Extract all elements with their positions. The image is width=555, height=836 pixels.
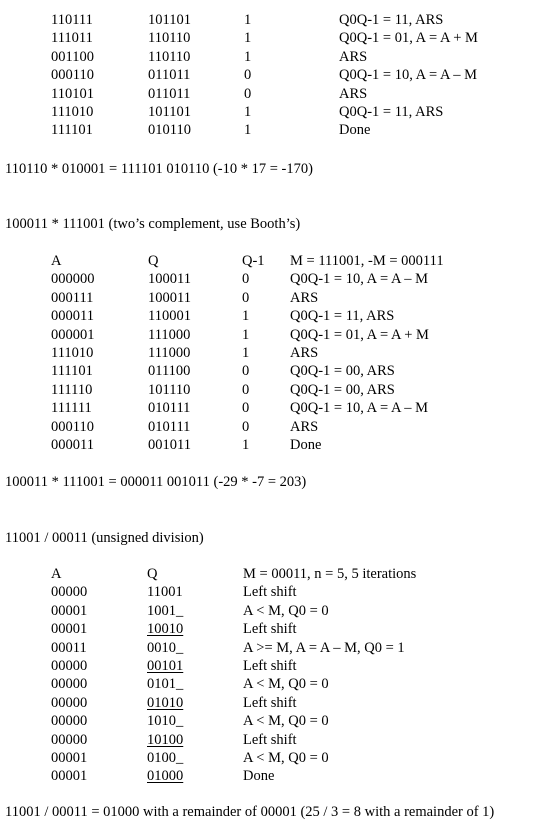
- table-row: [51, 344, 444, 362]
- note-cell: Q0Q-1 = 11, ARS: [339, 12, 444, 28]
- note-cell: Left shift: [243, 621, 297, 638]
- a-cell: 00001: [51, 621, 88, 638]
- q-1-cell: 0: [242, 363, 250, 380]
- note-cell: A < M, Q0 = 0: [243, 602, 329, 619]
- note-cell: Left shift: [243, 694, 297, 711]
- q-1-cell: 0: [242, 381, 250, 398]
- table-row: [51, 767, 416, 785]
- a-cell: 111111: [51, 400, 92, 417]
- table-row: [51, 602, 416, 620]
- note-cell: Done: [290, 436, 322, 453]
- column-header-note: M = 111001, -M = 000111: [290, 253, 444, 269]
- a-cell: 000000: [51, 271, 95, 288]
- note-cell: A < M, Q0 = 0: [243, 749, 329, 766]
- note-cell: Left shift: [243, 731, 297, 748]
- table-row: [51, 381, 444, 399]
- q-1-cell: 1: [244, 103, 252, 120]
- q-1-cell: 1: [244, 12, 252, 28]
- q-cell: 00101: [147, 657, 184, 674]
- q-cell: 101101: [148, 103, 191, 120]
- table-row: [51, 29, 478, 47]
- a-cell: 000001: [51, 326, 95, 343]
- a-cell: 00000: [51, 713, 88, 730]
- note-cell: ARS: [290, 418, 319, 435]
- q-1-cell: 1: [244, 48, 252, 65]
- q-1-cell: 1: [242, 344, 250, 361]
- a-cell: 00011: [51, 639, 87, 656]
- note-cell: A >= M, A = A – M, Q0 = 1: [243, 639, 405, 656]
- table-row: [51, 11, 478, 29]
- q-1-cell: 0: [242, 271, 250, 288]
- column-header-a: A: [51, 253, 62, 269]
- note-cell: Left shift: [243, 584, 297, 601]
- table-row: [51, 326, 444, 344]
- division-table: [51, 565, 416, 786]
- q-1-cell: 0: [244, 67, 252, 84]
- column-header-q: Q: [147, 566, 158, 582]
- a-cell: 00001: [51, 602, 88, 619]
- table-row: [51, 418, 444, 436]
- q-1-cell: 1: [242, 326, 250, 343]
- note-cell: Q0Q-1 = 11, ARS: [339, 103, 444, 120]
- q-cell: 001011: [148, 436, 191, 453]
- a-cell: 00000: [51, 676, 88, 693]
- table-row: [51, 66, 478, 84]
- note-cell: Q0Q-1 = 10, A = A – M: [339, 67, 478, 84]
- q-cell: 010111: [148, 418, 191, 435]
- a-cell: 00000: [51, 584, 88, 601]
- note-cell: Q0Q-1 = 00, ARS: [290, 381, 395, 398]
- q-cell: 1010_: [147, 713, 184, 730]
- a-cell: 111101: [51, 122, 93, 139]
- table-row: [51, 620, 416, 638]
- table-row: [51, 307, 444, 325]
- booth1-table: [51, 11, 478, 140]
- a-cell: 000011: [51, 436, 94, 453]
- q-cell: 010111: [148, 400, 191, 417]
- q-cell: 0010_: [147, 639, 184, 656]
- note-cell: ARS: [339, 85, 368, 102]
- table-row: [51, 289, 444, 307]
- q-cell: 11001: [147, 584, 183, 601]
- a-cell: 000111: [51, 289, 94, 306]
- a-cell: 110111: [51, 12, 93, 28]
- table-row: [51, 694, 416, 712]
- note-cell: Done: [243, 768, 275, 785]
- a-cell: 00000: [51, 731, 88, 748]
- table-row: [51, 399, 444, 417]
- column-header-q: Q: [148, 253, 159, 269]
- a-cell: 110101: [51, 85, 94, 102]
- table-row: [51, 675, 416, 693]
- q-1-cell: 1: [244, 30, 252, 47]
- table-row: [51, 639, 416, 657]
- a-cell: 00000: [51, 657, 88, 674]
- q-cell: 011011: [148, 85, 191, 102]
- q-cell: 101101: [148, 12, 191, 28]
- table-row: [51, 749, 416, 767]
- note-cell: A < M, Q0 = 0: [243, 713, 329, 730]
- q-cell: 100011: [148, 289, 191, 306]
- division-title: 11001 / 00011 (unsigned division): [5, 530, 204, 546]
- q-cell: 111000: [148, 344, 191, 361]
- division-result: 11001 / 00011 = 01000 with a remainder of 00001 (25 / 3 = 8 with a remainder of 1): [5, 804, 495, 820]
- a-cell: 000011: [51, 308, 94, 325]
- table-row: [51, 85, 478, 103]
- q-1-cell: 0: [242, 418, 250, 435]
- table-row: [51, 48, 478, 66]
- a-cell: 111011: [51, 30, 93, 47]
- column-header-q-1: Q-1: [242, 253, 265, 269]
- table-row: [51, 270, 444, 288]
- note-cell: ARS: [339, 48, 368, 65]
- note-cell: Q0Q-1 = 10, A = A – M: [290, 400, 429, 417]
- note-cell: A < M, Q0 = 0: [243, 676, 329, 693]
- q-1-cell: 0: [242, 289, 250, 306]
- booth2-result: 100011 * 111001 = 000011 001011 (-29 * -7 = 203): [5, 474, 307, 490]
- table-row: [51, 583, 416, 601]
- a-cell: 001100: [51, 48, 94, 65]
- note-cell: Done: [339, 122, 371, 139]
- q-cell: 10010: [147, 621, 184, 638]
- a-cell: 111101: [51, 363, 93, 380]
- q-1-cell: 1: [242, 436, 250, 453]
- a-cell: 111010: [51, 103, 94, 120]
- note-cell: Q0Q-1 = 00, ARS: [290, 363, 395, 380]
- booth2-table: [51, 252, 444, 454]
- q-cell: 01010: [147, 694, 184, 711]
- table-header-row: [51, 252, 444, 270]
- a-cell: 111010: [51, 344, 94, 361]
- note-cell: Q0Q-1 = 01, A = A + M: [290, 326, 429, 343]
- q-cell: 0100_: [147, 749, 184, 766]
- note-cell: ARS: [290, 289, 319, 306]
- table-row: [51, 121, 478, 139]
- a-cell: 000110: [51, 418, 94, 435]
- table-row: [51, 657, 416, 675]
- q-cell: 110001: [148, 308, 191, 325]
- q-1-cell: 1: [244, 122, 252, 139]
- a-cell: 00001: [51, 749, 88, 766]
- table-row: [51, 712, 416, 730]
- table-row: [51, 103, 478, 121]
- a-cell: 00000: [51, 694, 88, 711]
- q-cell: 0101_: [147, 676, 184, 693]
- q-1-cell: 1: [242, 308, 250, 325]
- table-row: [51, 362, 444, 380]
- note-cell: Q0Q-1 = 01, A = A + M: [339, 30, 478, 47]
- table-header-row: [51, 565, 416, 583]
- table-row: [51, 731, 416, 749]
- q-cell: 011100: [148, 363, 191, 380]
- q-cell: 1001_: [147, 602, 184, 619]
- q-cell: 011011: [148, 67, 191, 84]
- q-cell: 10100: [147, 731, 184, 748]
- a-cell: 00001: [51, 768, 88, 785]
- q-1-cell: 0: [244, 85, 252, 102]
- table-row: [51, 436, 444, 454]
- q-1-cell: 0: [242, 400, 250, 417]
- a-cell: 000110: [51, 67, 94, 84]
- booth1-result: 110110 * 010001 = 111101 010110 (-10 * 17 = -170): [5, 161, 313, 177]
- q-cell: 010110: [148, 122, 191, 139]
- q-cell: 111000: [148, 326, 191, 343]
- column-header-a: A: [51, 566, 62, 582]
- q-cell: 100011: [148, 271, 191, 288]
- note-cell: Q0Q-1 = 10, A = A – M: [290, 271, 429, 288]
- booth2-title: 100011 * 111001 (two’s complement, use Booth’s): [5, 216, 301, 232]
- q-cell: 01000: [147, 768, 184, 785]
- note-cell: Q0Q-1 = 11, ARS: [290, 308, 395, 325]
- q-cell: 101110: [148, 381, 191, 398]
- a-cell: 111110: [51, 381, 93, 398]
- column-header-note: M = 00011, n = 5, 5 iterations: [243, 566, 417, 582]
- note-cell: Left shift: [243, 657, 297, 674]
- q-cell: 110110: [148, 30, 191, 47]
- q-cell: 110110: [148, 48, 191, 65]
- note-cell: ARS: [290, 344, 319, 361]
